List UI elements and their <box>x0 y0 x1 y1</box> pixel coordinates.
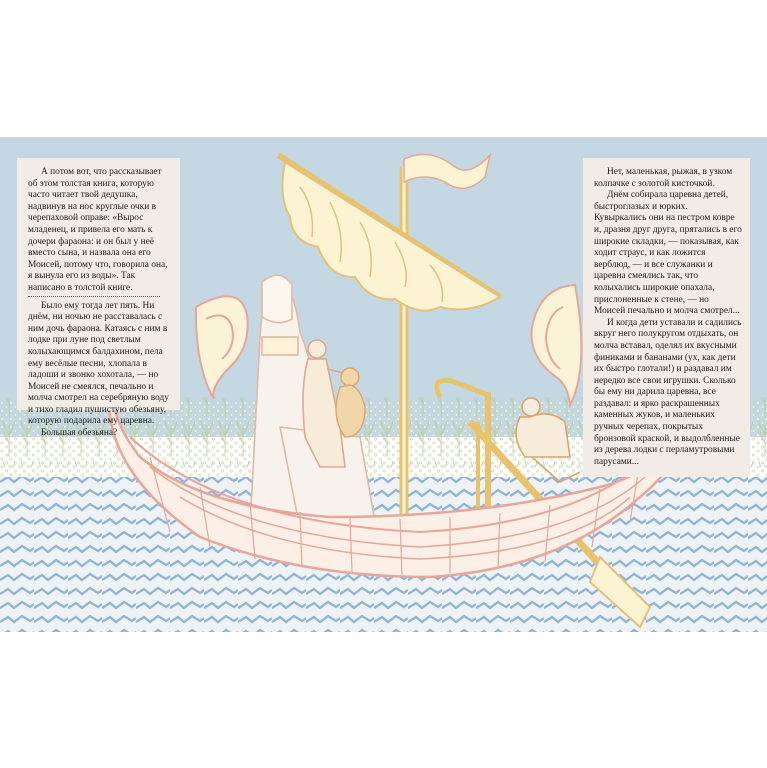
paragraph: А потом вот, что рассказывает об этом толстая книга, которую часто читает твой дедушка, надвинув на нос круглые очки в черепаховой оправе: «Вырос младенец, и привела его мать к дочери фараона: и он был у неё вместо сына, и назвала она его Моисей, потому что, говорила она, я вынула его из воды». Так написано в толстой книге. <box>28 167 168 293</box>
paragraph: Было ему тогда лет пять. Ни днём, ни ночью не расставалась с ним дочь фараона. Катаясь с ним в лодке при луне под светлым колыхающимся балдахином, пела ему весёлые песни, хлопала в ладоши и звонко хохотала, — но Моисей не смеялся, печально и молча смотрел на серебряную воду и тихо гладил пушистую обезьяну, которую подарила ему царевна. <box>28 300 169 427</box>
text-column-left <box>17 158 180 439</box>
book-spread <box>0 137 767 632</box>
paragraph: Большая обезьяна? <box>41 428 118 439</box>
paragraph: Нет, маленькая, рыжая, в узком колпачке с золотой кисточкой. <box>594 167 733 189</box>
paragraph: И когда дети уставали и садились вкруг него полукругом отдыхать, он молча вставал, оделял их вкусными финиками и бананами (ух, как дети их быстро глотали!) и раздавал им нередко все свои игрушки. Сколько бы ему ни дарила царевна, все раздавал: и ярко раскрашенных каменных жуков, и маленьких ручных черепах, покрытых бронзовой краской, и выдолбленные из дерева лодки с перламутровыми парусами... <box>594 317 742 467</box>
text-column-right <box>583 158 750 477</box>
paragraph: Днём собирала царевна детей, быстроглазых и юрких. Кувыркались они на пестром ковре и, дразня друг друга, прятались в его широкие складки, — показывая, как ходит страус, и как ложится верблюд, — и все служанки и царевна смеялись так, что колыхались широкие опахала, прислоненные к стене, — но Моисей печально и молча смотрел... <box>594 190 742 317</box>
dotted-divider <box>28 296 160 297</box>
